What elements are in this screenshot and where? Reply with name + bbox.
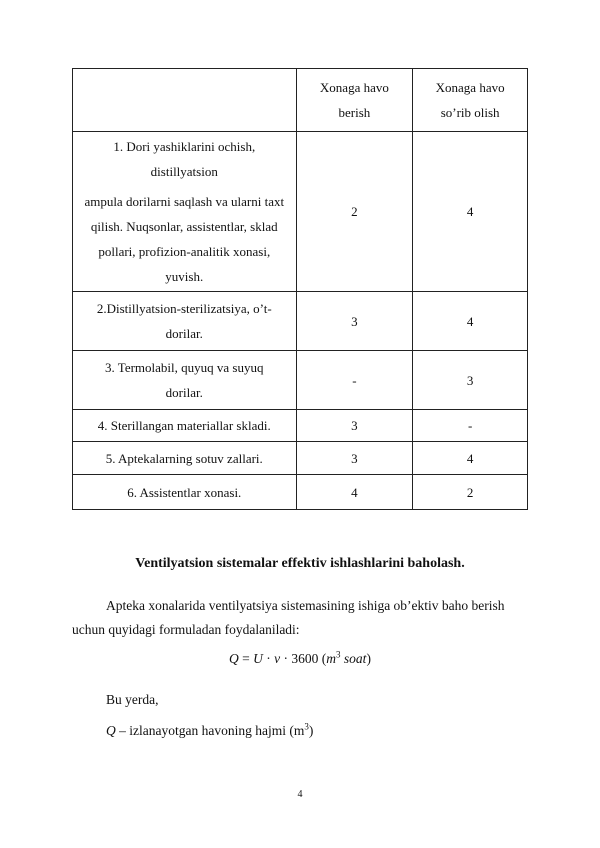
formula-open-paren: ( [318, 651, 327, 666]
room-line: dorilar. [165, 326, 203, 341]
definition-symbol: Q [106, 723, 116, 738]
exhaust-value-cell: 4 [413, 292, 528, 351]
formula-q: Q [229, 651, 239, 666]
formula-v: v [274, 651, 281, 666]
table-row [73, 442, 528, 475]
definition-exponent: 3 [304, 721, 309, 732]
table-row [73, 351, 528, 410]
room-line: 6. Assistentlar xonasi. [127, 484, 242, 500]
formula-u: U [253, 651, 263, 666]
table-row [73, 410, 528, 442]
table-row [73, 475, 528, 510]
header-exhaust-line: so’rib olish [440, 105, 500, 120]
formula-unit-rest: soat [340, 651, 367, 666]
header-room-cell [73, 69, 297, 132]
header-exhaust-cell [413, 69, 528, 132]
room-line: 5. Aptekalarning sotuv zallari. [105, 450, 263, 466]
table-header-row [73, 69, 528, 132]
header-exhaust-line: Xonaga havo [435, 80, 505, 95]
room-line: ampula dorilarni saqlash va ularni taxt [84, 194, 285, 209]
formula-equals: = [238, 651, 254, 666]
header-supply-line: berish [338, 105, 371, 120]
room-cell [73, 351, 297, 410]
exhaust-value-cell: 2 [413, 475, 528, 510]
exhaust-value-cell: 3 [413, 351, 528, 410]
header-supply-line: Xonaga havo [319, 80, 389, 95]
room-line: pollari, profizion-analitik xonasi, [98, 244, 271, 259]
room-line: dorilar. [165, 385, 203, 400]
room-line: 4. Sterillangan materiallar skladi. [97, 418, 271, 433]
formula [0, 649, 600, 669]
supply-value-cell: 3 [296, 442, 413, 475]
table-row [73, 292, 528, 351]
supply-value-cell: 4 [296, 475, 413, 510]
room-cell [73, 132, 297, 292]
formula-dot: · [280, 651, 292, 666]
room-cell [73, 442, 297, 475]
room-line: distillyatsion [150, 164, 218, 179]
room-cell [73, 475, 297, 510]
room-cell [73, 292, 297, 351]
formula-close-paren: ) [366, 651, 371, 666]
exhaust-value-cell: 4 [413, 132, 528, 292]
exhaust-value-cell: - [413, 410, 528, 442]
formula-unit-m: m [326, 651, 337, 666]
supply-value-cell: 2 [296, 132, 413, 292]
exhaust-value-cell: 4 [413, 442, 528, 475]
ventilation-rates-table [72, 68, 528, 510]
supply-value-cell: 3 [296, 292, 413, 351]
supply-value-cell: - [296, 351, 413, 410]
formula-unit-exponent: 3 [336, 649, 341, 660]
room-line: qilish. Nuqsonlar, assistentlar, sklad [90, 219, 278, 234]
section-heading: Ventilyatsion sistemalar effektiv ishlashlarini baholash. [135, 556, 465, 571]
definition-close: ) [308, 723, 314, 738]
room-line: yuvish. [165, 269, 204, 284]
formula-dot: · [262, 651, 275, 666]
room-cell [73, 410, 297, 442]
paragraph-text: Apteka xonalarida ventilyatsiya sistemasining ishiga ob’ektiv baho berish uchun quyidagi formuladan foydalaniladi: [72, 598, 505, 637]
header-supply-cell [296, 69, 413, 132]
formula-number: 3600 [291, 651, 319, 666]
table-row [73, 132, 528, 292]
room-line: 3. Termolabil, quyuq va suyuq [105, 360, 264, 375]
where-label: Bu yerda, [106, 692, 159, 707]
room-line: 2.Distillyatsion-sterilizatsiya, o’t- [96, 301, 272, 316]
page-number: 4 [297, 789, 303, 800]
body-paragraph [72, 594, 528, 642]
room-line: 1. Dori yashiklarini ochish, [113, 139, 256, 154]
variable-definition [106, 721, 313, 741]
definition-text: – izlanayotgan havoning hajmi (m [115, 723, 305, 738]
supply-value-cell: 3 [296, 410, 413, 442]
